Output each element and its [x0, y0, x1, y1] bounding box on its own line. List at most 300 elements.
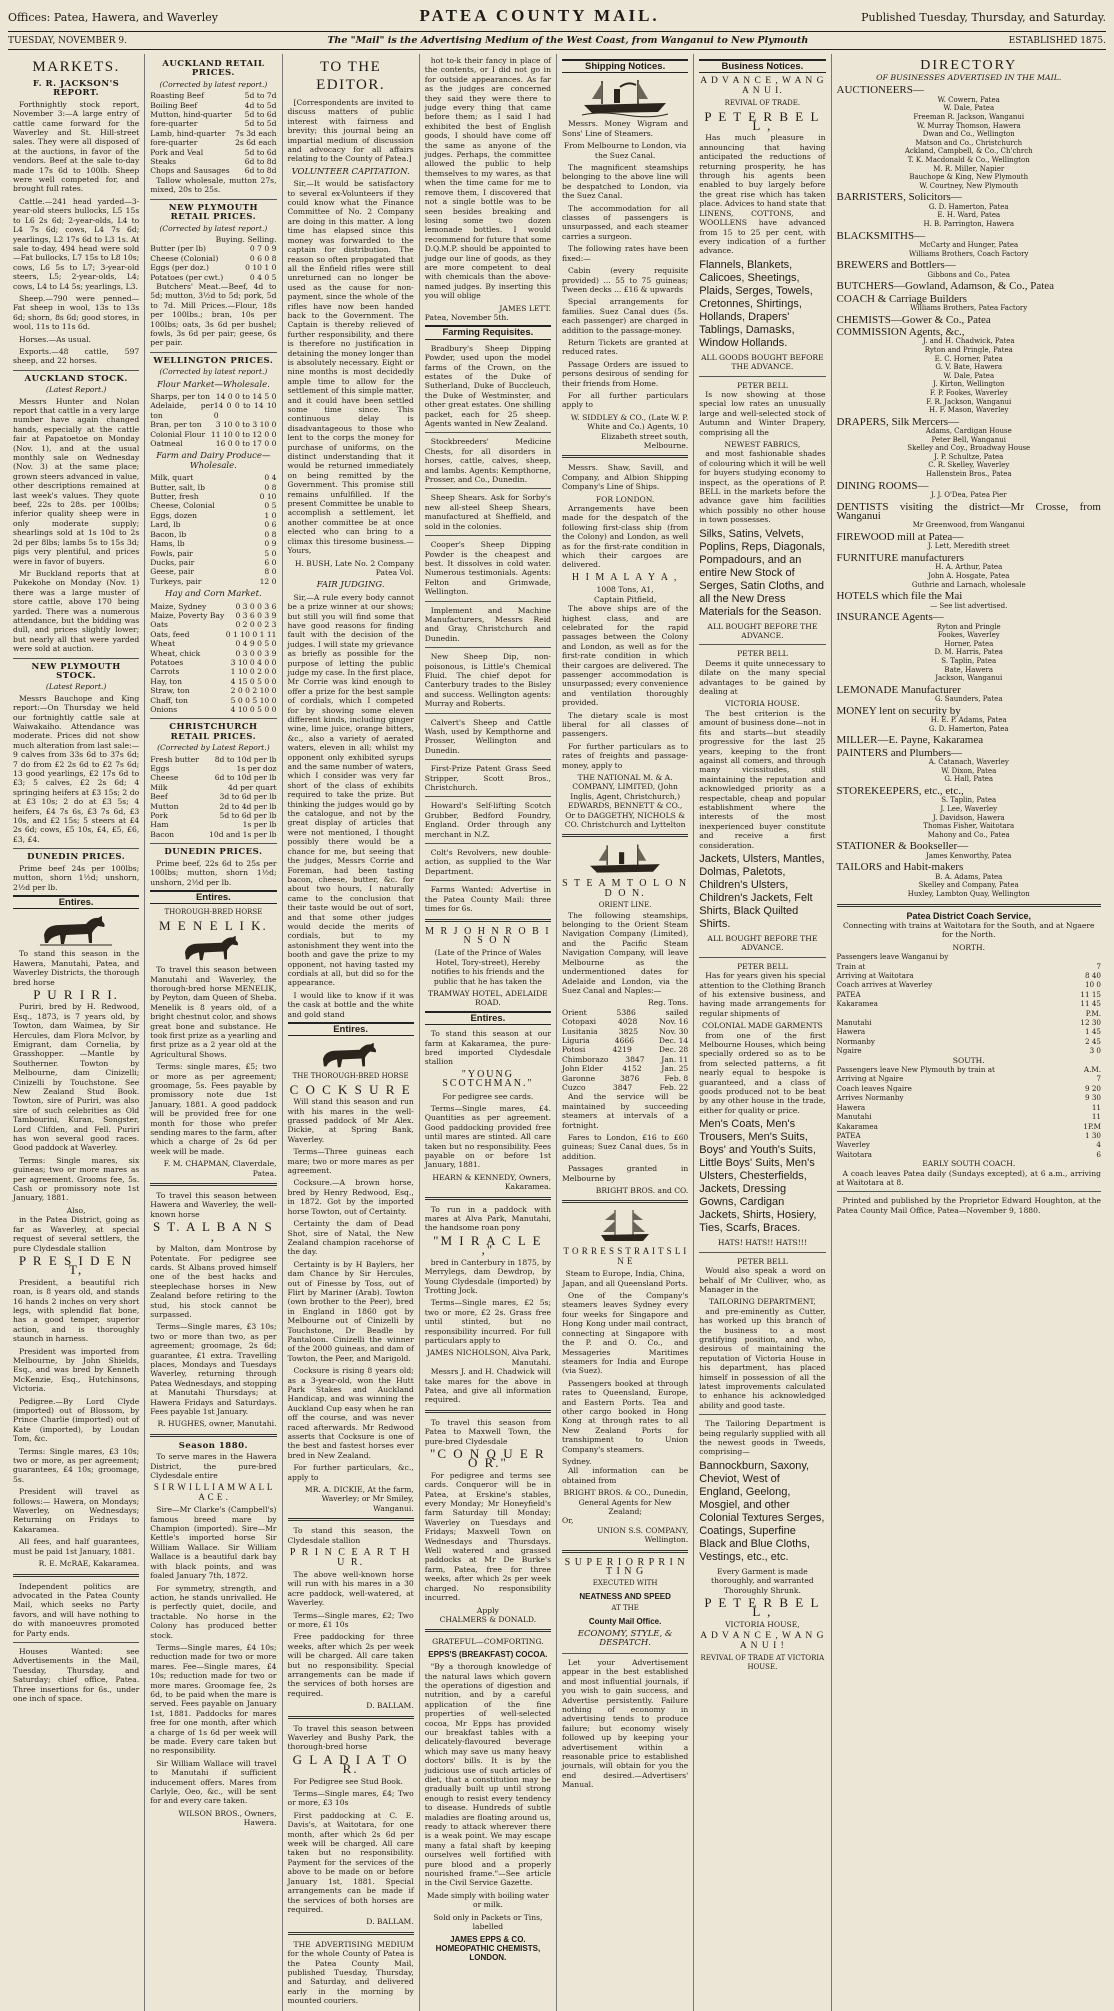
epps-pre: GRATEFUL—COMFORTING. [432, 1637, 544, 1647]
price-cell: 14 0 0 to 14 10 0 [213, 401, 277, 420]
directory-entry-item: Williams Brothers, Patea Factory [910, 303, 1028, 312]
price-row [150, 630, 276, 639]
price-cell: 5386 [616, 1007, 636, 1017]
divider [699, 1414, 825, 1415]
directory-entry-item: E. C. Horner, Patea [934, 354, 1003, 363]
jackson-p5: Exports.—48 cattle, 597 sheep, and 22 horses. [13, 346, 140, 366]
farming-ad-7: Calvert's Sheep and Cattle Wash, used by Kempthorne and Prosser, Wellington and Dunedin. [424, 717, 551, 755]
price-cell: Hay, ton [150, 676, 183, 686]
robinson-hotel: TRAMWAY HOTEL, ADELAIDE ROAD. [428, 988, 548, 1008]
divider [699, 1252, 825, 1253]
robinson-name: M R J O H N R O B I N S O N [425, 925, 551, 946]
price-cell: Waitotara [836, 1149, 872, 1159]
torres-agent2: UNION S.S. COMPANY, Wellington. [597, 1525, 689, 1545]
price-cell: 5d to 7d [244, 91, 277, 101]
peter-p7: from one of the first Melbourne Houses, which being specially ordered so as to be from selected patterns, a fit nearly equal to bespoke is guaranteed, and a class of goods produced not to be beat by any other house in the trade, either for quality or price. [699, 1030, 826, 1115]
divider [425, 713, 551, 714]
price-cell: Carrots [150, 667, 180, 677]
torres-p2: One of the Company's steamers leaves Sydney every four weeks for Singapore and Hong Kong under mail contract, connecting at Singapore with the P. and O. Co., and Messageries Maritimes steamers for India and Europe (via Suez). [562, 1291, 689, 1376]
column-2 [145, 54, 282, 2011]
price-cell: Manutahi [836, 1112, 872, 1122]
entires-heading: Entires. [150, 890, 276, 904]
price-cell: Hams, lb [150, 539, 185, 549]
directory-entry-heading: BLACKSMITHS— [836, 229, 926, 242]
price-row [150, 755, 276, 764]
directory-entry-item: — See list advertised. [930, 601, 1008, 610]
np-columns-label: Buying. Selling. [215, 234, 277, 244]
torres-p4: Sydney. [562, 1456, 592, 1466]
letter-signature: JAMES LETT. [499, 303, 551, 313]
editor-note: [Correspondents are invited to discuss matters of public interest with fairness and brevity; this journal being an impartial medium of discussion and advocacy for all affairs relating to the County of Patea.] [287, 98, 414, 164]
price-cell: 0 1 10 0 1 11 [225, 629, 277, 639]
letter-date: Patea, November 5th. [424, 312, 509, 322]
farming-ad-11: Farms Wanted: Advertise in the Patea County Mail: three times for 6s. [424, 885, 551, 914]
directory-entry-heading: PAINTERS and Plumbers— [836, 746, 962, 759]
cocksure-owner: MR. A. DICKIE, At the farm, Waverley; or Mr Smiley, Wanganui. [304, 1485, 414, 1513]
advertising-notice: THE ADVERTISING MEDIUM for the whole County of Patea is the Patea County Mail, published Tuesday, Thursday, and Saturday, and delivered early in the morning by mounted couriers. [287, 1939, 414, 2006]
entires-heading: Entires. [425, 1011, 551, 1025]
directory-entry-item: S. Taplin, Patea [941, 796, 997, 805]
price-cell: Eggs [150, 764, 170, 774]
price-cell: 11 [1091, 1112, 1101, 1122]
price-cell: Passengers leave Wanganui by [836, 952, 949, 962]
price-cell: Bacon [150, 829, 175, 839]
price-cell: Bran, per ton [150, 420, 202, 430]
price-row [150, 430, 276, 439]
scotchman-p1: To stand this season at our farm at Kakaramea, the pure-bred imported Clydesdale stallion [424, 1029, 551, 1067]
jackson-p4: Horses.—As usual. [19, 334, 91, 344]
tailoring-department: TAILORING DEPARTMENT, [709, 1297, 816, 1307]
president-p1: President, a beautiful rich roan, is 8 years old, and stands 16 hands 2 inches on very short legs, with splendid flat bone, has a good temper, superior action, and is thoroughly staunch in harness. [13, 1277, 140, 1344]
arthur-name: P R I N C E A R T H U R. [289, 1547, 412, 1568]
menelik-terms: Terms: single mares, £5; two or more as per agreement; groomage, 5s. Fees payable by promissory note due 1st January, 1881. A good paddock will be provided free for one month for those who prefer sending mares to the farm, after which a charge of 2s 6d per week will be made. [150, 1062, 277, 1156]
price-cell: 4d to 5d [244, 100, 277, 110]
price-row [150, 696, 276, 705]
directory-entry-item: Peter Bell, Wanganui [931, 435, 1006, 444]
orient-p2: And the service will be maintained by succeeding steamers at intervals of a fortnight. [562, 1092, 689, 1130]
price-row [150, 473, 276, 482]
issue-date: TUESDAY, NOVEMBER 9. [8, 35, 127, 46]
price-row [837, 1074, 1102, 1083]
cocksure-terms: Terms—Three guineas each mare; two or more mares as per agreement. [287, 1147, 414, 1176]
dunedin2-heading: DUNEDIN PRICES. [164, 847, 263, 858]
peter-p3: and most fashionable shades of colouring which it will be well for buyers studying economy to inspect, as the operations of P. BELL in the markets before the advance gave him facilities which possibly no other house in town possesses. [699, 449, 826, 525]
imprint: Printed and published by the Proprietor Edward Houghton, at the Patea County Mail Office, Patea—November 9, 1880. [836, 1196, 1101, 1215]
price-cell: Lamb, hind-quarter [150, 128, 226, 138]
directory-entry-item: W. Courtney, New Plymouth [919, 181, 1019, 190]
president-owner: R. E. McRAE, Kakaramea. [38, 1559, 140, 1569]
wigram-p1: From Melbourne to London, via the Suez Canal. [563, 141, 687, 160]
price-cell: Straw, ton [150, 686, 190, 696]
albans-p2: by Malton, dam Montrose by Potentate. For pedigree see cards. St Albans proved himself one of the best hacks and steeplechase horses in New Zealand before retiring to the stud, his stock cannot be surpassed. [150, 1244, 277, 1319]
shaw-agent2: EDWARDS, BENNETT & CO., Or to DAGGETHY, NICHOLS & CO. Christchurch and Lyttelton [564, 801, 686, 830]
price-row [562, 1008, 688, 1017]
directory-entry-item: H. F. Mason, Waverley [929, 406, 1009, 415]
price-cell: Pork [150, 811, 168, 821]
directory-entry-heading: BREWERS and Bottlers— [836, 259, 956, 272]
puriri-terms: Terms: Single mares, six guineas; two or more mares as per agreement. Grooms fee, 5s. Cash or promissory note 1st January, 1881. [13, 1155, 140, 1203]
coach-service-p: Connecting with trains at Waitotara for the South, and at Ngaere for the North. [842, 920, 1095, 940]
fabrics-list-2: Silks, Satins, Velvets, Poplins, Reps, Diagonals, Pompadours, and an entire New Stock of Serges, Satin Cloths, and all the New Dress Materials for the Season. [699, 527, 826, 618]
divider [699, 376, 825, 377]
price-cell: 3d to 6d per lb [219, 792, 277, 802]
directory-entry-heading: FIREWOOD mill at Patea— [836, 531, 964, 544]
price-cell: 6d to 10d per lb [214, 773, 277, 783]
price-cell: 0 4 0 5 [249, 272, 277, 282]
price-row [150, 520, 276, 529]
column-1 [8, 54, 145, 2011]
orient-p4: Passages granted in Melbourne by [562, 1164, 689, 1183]
price-cell: Boiling Beef [150, 100, 198, 110]
peter-p6: Has for years given his special attention to the Clothing Branch of his extensive business, and having made arrangements for regular shipments of [699, 971, 826, 1018]
price-row [562, 1064, 688, 1073]
divider [150, 718, 276, 719]
directory-entry-heading: DRAPERS, Silk Mercers— [836, 415, 960, 428]
price-cell: Wheat [150, 639, 176, 649]
miracle-p2: bred in Canterbury in 1875, by Merrylegs, dam Dewdrop, by Young Clydesdale (imported) by Trotting Jock. [424, 1257, 551, 1295]
newspaper-title: PATEA COUNTY MAIL. [419, 6, 660, 25]
price-row [150, 401, 276, 420]
conqueror-p1: To travel this season from Patea to Maxwell Town, the pure-bred Clydesdale [424, 1417, 551, 1446]
directory-entry-item: Matson and Co., Christchurch [915, 138, 1023, 147]
printing-p3: AT THE [611, 1604, 639, 1613]
auckland-subheading: (Latest Report.) [45, 385, 107, 395]
divider [837, 1191, 1102, 1192]
directory-entry-item: Bate, Hawera [944, 665, 994, 674]
early-coach-label: EARLY SOUTH COACH. [922, 1159, 1016, 1169]
wigram-p2: The magnificent steamships belonging to the above line will be despatched to London, via the Suez Canal. [562, 163, 689, 201]
price-cell: Maize, Poverty Bay [150, 610, 225, 620]
printing-p5: ECONOMY, STYLE, & DESPATCH. [577, 1629, 673, 1649]
divider [699, 644, 825, 645]
directory-entry-heading: INSURANCE Agents— [836, 611, 944, 624]
torres-p5: All information can be obtained from [562, 1466, 689, 1485]
price-row [150, 492, 276, 501]
auckland-p1: Messrs Hunter and Nolan report that cattle in a very large number have again changed hands, especially at the cattle fair at Papatoetoe on Monday (Nov. 1), and at the usual monthly sale on Wednesday (Nov. 3) at the same place; grown steers advanced in value, other descriptions remained at last week's values. They quote beef, 22s to 28s. per 100lbs; inferior quality sheep were in only moderate supply; shearlings sold at 1s 10d to 2s 2d per 8lbs; lambs 5s to 15s 3d; pigs very plentiful, and prices were in favor of buyers. [13, 396, 140, 566]
editor-heading: TO THE EDITOR. [316, 59, 386, 93]
directory-entry-item: T. K. Macdonald & Co., Wellington [907, 155, 1030, 164]
coach-service-heading: Patea District Coach Service, [906, 910, 1032, 921]
price-row [150, 602, 276, 611]
scotchman-p2: For pedigree see cards. [442, 1091, 534, 1101]
price-cell: Butter, fresh [150, 492, 199, 502]
directory-entry-item: J. and H. Chadwick, Patea [922, 337, 1015, 346]
farming-ad-6: New Sheep Dip, non-poisonous, is Little's Chemical Fluid. The chief depot for Canterbury trades to the Bisley and success. Wellington agents: Murray and Roberts. [424, 652, 551, 709]
price-cell: 5 0 0 5 10 0 [230, 695, 277, 705]
peter-bell-heading: P E T E R B E L L , [704, 108, 821, 134]
torres-or: Or, [562, 1516, 574, 1526]
president-name: P R E S I D E N T, [18, 1252, 134, 1278]
directory-entry-item: John A. Hosgate, Patea [928, 572, 1010, 581]
shaw-p2: The above ships are of the highest class, and are celebrated for the rapid passages between the Colony and London, as well as for the first-rate condition in which their cargoes are delivered. The passenger accommodation is unsurpassed; every convenience and ventilation thoroughly provided. [562, 604, 689, 708]
colonial-garments: COLONIAL MADE GARMENTS [702, 1021, 823, 1031]
president-terms: Terms: Single mares, £3 10s; two or more, as per agreement; guarantees, £4 10s; groomage, 5s. [13, 1446, 140, 1484]
farming-ad-1: Bradbury's Sheep Dipping Powder, used upon the model farms of the Crown, on the estates of the Duke of Sutherland, Duke of Buccleuch, the Duke of Westminster, and other great estates. One shilling packet, each for 25 sheep. Agents wanted in New Zealand. [424, 343, 551, 429]
peter-p9: and pre-eminently as Cutter, has worked up this branch of the business to a most gratifying position, and who, desirous of maintaining the reputation of Victoria House in his department, has placed himself in possession of all the latest improvements calculated to enhance his acknowledged ability and good taste. [699, 1306, 826, 1410]
price-row [837, 1140, 1102, 1149]
peter-bell-4: PETER BELL [737, 961, 788, 971]
horse-woodcut-icon [288, 1040, 414, 1070]
price-cell: Maize, Sydney [150, 601, 207, 611]
epps-p1: "By a thorough knowledge of the natural laws which govern the operations of digestion and nutrition, and by a careful application of the fine properties of well-selected cocoa, Mr Epps has provided our breakfast tables with a delicately-flavoured beverage which may save us many heavy doctors' bills. It is by the judicious use of such articles of diet, that a constitution may be gradually built up until strong enough to resist every tendency to disease. Hundreds of subtle maladies are floating around us, ready to attack wherever there is a weak point. We may escape many a fatal shaft by keeping ourselves well fortified with pure blood and a properly nourished frame."—See article in the Civil Service Gazette. [424, 1662, 551, 1888]
price-cell: 0 3 6 0 3 9 [235, 610, 277, 620]
gladiator-name: G L A D I A T O R. [292, 1751, 409, 1777]
revival-2: REVIVAL OF TRADE AT VICTORIA HOUSE. [700, 1654, 825, 1672]
miracle-p3: Messrs J. and H. Chadwick will take mares for the above in Patea, and give all information required. [424, 1367, 551, 1405]
price-cell: 3 10 0 to 3 10 0 [215, 420, 277, 430]
price-cell: 0 5 [264, 501, 277, 511]
established: ESTABLISHED 1875. [1008, 35, 1106, 46]
gladiator-p1: To travel this season between Waverley and Bushy Park, the thorough-bred horse [287, 1723, 414, 1752]
price-row [837, 999, 1102, 1008]
price-cell: Fowls, pair [150, 548, 193, 558]
orient-sub: ORIENT LINE. [598, 901, 652, 910]
gladiator-owner: D. BALLAM. [366, 1917, 414, 1927]
price-cell: 12 30 [1080, 1018, 1101, 1028]
orient-p3: Fares to London, £16 to £60 guineas; Suez Canal dues, 5s in addition. [562, 1133, 689, 1161]
bought-before-1: ALL GOODS BOUGHT BEFORE THE ADVANCE. [701, 352, 824, 372]
directory-entry-item: A. Catanach, Waverley [928, 758, 1009, 767]
hats-label: HATS! HATS!! HATS!!! [717, 1238, 807, 1248]
column-5 [557, 54, 694, 2011]
price-row [562, 1017, 688, 1026]
hay-price-list [150, 602, 276, 715]
price-row [150, 811, 276, 820]
menelik-name: M E N E L I K. [158, 917, 268, 933]
price-cell: Dec. 28 [658, 1045, 689, 1055]
price-cell: 0 10 1 0 [245, 263, 277, 273]
price-cell: Coach arrives at Waverley [836, 980, 933, 990]
price-cell: 3 0 [1089, 1046, 1101, 1056]
price-cell: 16 0 0 to 17 0 0 [215, 439, 277, 449]
np-stock-heading: NEW PLYMOUTH STOCK. [31, 661, 121, 681]
directory-entry-item: J. Lee, Waverley [940, 805, 998, 813]
directory-entry-item: W. Dale, Patea [943, 371, 995, 380]
divider [150, 199, 276, 200]
motto: The "Mail" is the Advertising Medium of the West Coast, from Wanganui to New Plymouth [327, 35, 809, 46]
price-row [837, 1131, 1102, 1140]
price-row [837, 971, 1102, 980]
price-cell: 5d to 6d per lb [219, 811, 277, 821]
torres-p1: Steam to Europe, India, China, Japan, and all Queensland Ports. [562, 1269, 688, 1288]
price-row [837, 1150, 1102, 1159]
directory-entry-item: Gibbons and Co., Patea [927, 270, 1011, 279]
cocksure-name: C O C K S U R E [289, 1081, 412, 1097]
divider [425, 843, 551, 844]
price-cell: 1s per doz [236, 764, 277, 774]
price-row [150, 119, 276, 128]
price-cell: 9 20 [1084, 1083, 1101, 1093]
farming-ad-8: First-Prize Patent Grass Seed Stripper, Scott Bros., Christchurch. [424, 764, 551, 793]
directory-entry-item: Skelley and Coy., Broadway House [907, 444, 1031, 453]
markets-heading: MARKETS. [32, 59, 120, 75]
price-cell: Chops and Sausages [150, 166, 230, 176]
price-cell: 0 9 [264, 539, 277, 549]
price-cell: 0 8 [264, 529, 277, 539]
cocksure-pre: THE THOROUGH-BRED HORSE [292, 1072, 409, 1081]
north-label: NORTH. [952, 942, 986, 952]
epps-owner: JAMES EPPS & CO. HOMEOPATHIC CHEMISTS, LONDON. [435, 1934, 541, 1963]
divider [425, 759, 551, 760]
price-cell: 4d per quart [228, 782, 277, 792]
price-row [837, 1065, 1102, 1074]
directory-entry-item: Adams, Cardigan House [925, 427, 1012, 436]
victoria-house-2: VICTORIA HOUSE, [725, 1619, 800, 1629]
price-cell: 6d to 8d [244, 166, 277, 176]
price-cell: 3 10 0 4 0 0 [230, 657, 277, 667]
scotchman-name: "YOUNG SCOTCHMAN." [442, 1068, 534, 1090]
directory-entry-item: J. Kirton, Wellington [932, 380, 1005, 389]
price-cell: 2 45 [1084, 1036, 1101, 1046]
directory-entry-item: C. R. Skelley, Waverley [928, 461, 1010, 470]
price-cell: Lard, lb [150, 520, 181, 530]
garments-list-2: Men's Coats, Men's Trousers, Men's Suits, Boys' and Youth's Suits, Little Boys' Suits, Men's Ulsters, Chesterfields, Jackets, Dressing Gowns, Cardigan Jackets, Shirts, Hosiery, Ties, Scarfs, Braces. [699, 1118, 817, 1235]
price-cell: Cheese [150, 773, 179, 783]
directory-entry-heading: STOREKEEPERS, etc., etc., [836, 785, 964, 797]
peter-bell-5: PETER BELL [737, 1256, 788, 1266]
divider [13, 1642, 139, 1643]
farming-ad-3: Sheep Shears. Ask for Sorby's new all-steel Sheep Shears, manufactured at Sheffield, and sold in the colonies. [424, 493, 551, 531]
price-cell: 0 6 [264, 520, 277, 530]
directory-entry-item: W. Murray Thomson, Hawera [916, 121, 1021, 130]
price-cell: Manutahi [836, 1018, 872, 1028]
jackson-p2: Cattle.—241 head yarded—3-year-old steers bullocks, L5 15s to L6 2s 6d; 2-year-olds, L4 to L4 7s 6d; cows, L4 7s 6d; yearlings, L2 17s 6d to L3 1s. At sale to-day, 494 head were sold—Fat bullocks, L7 15s to L8 10s; cows, L6 5s to L7; 3-year-old steers, L5; 2-year-olds, L4; cows, L4 to L4 5s; yearlings, L3. [13, 196, 140, 291]
price-row [150, 667, 276, 676]
advance-heading: A D V A N C E , W A N G A N U I. [700, 76, 825, 96]
price-row [837, 1093, 1102, 1102]
directory-entry-item: Dwan and Co., Wellington [922, 130, 1015, 139]
divider [425, 1197, 551, 1200]
price-cell: Orient [562, 1007, 587, 1017]
directory-entry-item: J. J. O'Dea, Patea Pier [930, 491, 1007, 500]
divider [562, 834, 688, 837]
wallace-name: S I R W I L L I A M W A L L A C E . [153, 1482, 273, 1502]
fabrics-list-1: Flannels, Blankets, Calicoes, Sheetings, Plaids, Serges, Towels, Cretonnes, Shirtings, Hollands, Drapers' Tablings, Damasks, Window Hollands. [699, 258, 813, 349]
price-row [837, 952, 1102, 961]
price-cell: 7 [1096, 961, 1101, 971]
wigram-p8: For all further particulars apply to [562, 390, 689, 410]
price-cell: 1 10 0 2 0 0 [230, 667, 277, 677]
arthur-p1: To stand this season, the Clydesdale stallion [287, 1526, 414, 1545]
np-stock-p1: Messrs Bauchope and King report:—On Thursday we held our fortnightly cattle sale at Waiwakaiho. Attendance was moderate. Prices did not show much alteration from last sale:—9 calves from 33s 6d to 37s 6d; 7 do from £2 2s 6d to £2 7s 6d; 13 good yearlings, £2 17s 6d to £3; 5 calves, £2 2s 6d; 4 springing heifers at £3 15s; 2 do at £3 10s; 2 do at £3 5s; 4 heifers, £4 7s 6s, £3 7s 6d, £3 10s, and £2 15s; 5 steers at £4 2s 6d; cows, £5 10s, £4, £5, £6, £3, £4. [13, 693, 140, 844]
divider [425, 647, 551, 648]
price-cell: 12 0 [259, 576, 277, 586]
directory-entry-item: D. M. Harris, Patea [934, 648, 1003, 657]
peter-p4: Deems it quite unnecessary to dilate on the many special advantages to be gained by dealing at [699, 658, 826, 697]
price-cell: Coach leaves Ngaire [836, 1083, 912, 1093]
price-row [150, 439, 276, 448]
directory-entry-item: J. Davidson, Hawera [932, 813, 1005, 822]
price-row [837, 1084, 1102, 1093]
price-cell: Pork and Veal [150, 147, 204, 157]
letter-continued: hot to-k their fancy in place of the contents, or I did not go in for outside appearances. As far as the judges are concerned they said they were there to judge every thing that came before them; as I said I had exhibited the best of English goods, I should have come off the same as anyone of the judges. Perhaps, the committee allowed the public to help themselves to my wares, as that when the time came for me to remove them, I discovered that not a single bottle was to be seen besides breaking and losing some two dozen lemonade bottles. I would recommend for future that some D.Q.M.P. should be appointed to judge our line of goods, as they are more competent to deal with chemicals than the above-named judges. By inserting this you will oblige [424, 56, 551, 301]
price-cell: Passengers leave New Plymouth by train at [836, 1065, 995, 1075]
robinson-p: (Late of the Prince of Wales Hotel, Tory-street), Hereby notifies to his friends and the public that he has taken the [431, 948, 545, 986]
price-cell: Wheat, chick [150, 648, 201, 658]
price-cell: 11 15 [1080, 989, 1101, 999]
gladiator-p2: For Pedigree see Stud Book. [293, 1776, 403, 1786]
price-row [837, 1018, 1102, 1027]
divider [425, 535, 551, 536]
price-cell: Oatmeal [150, 439, 183, 449]
north-timetable [837, 952, 1102, 1055]
jackson-p3: Sheep.—790 were penned—Fat sheep in wool, 13s to 13s 6d; shorn, 8s 6d; good stores, in wool, 11s to 11s 6d. [13, 293, 140, 332]
directory-entry-item: Bauchope & King, New Plymouth [909, 173, 1029, 182]
shipping-heading: Shipping Notices. [562, 59, 688, 73]
price-cell: Jan. 11 [661, 1054, 689, 1064]
divider [150, 1183, 276, 1186]
gladiator-p3: First paddocking at C. E. Davis's, at Waitotara, for one month, after which 2s 6d per week will be charged. All care taken but no responsibility. Payment for the services of the above to be made on or before January 1st, 1881. Special arrangements can be made if the services of both horses are required. [287, 1810, 414, 1914]
directory-entry-item: J. P. Schultze, Patea [934, 452, 1004, 461]
divider [288, 1716, 414, 1719]
price-cell: Geese, pair [150, 567, 194, 577]
south-timetable [837, 1065, 1102, 1159]
price-row [150, 686, 276, 695]
directory-entry-item: H. B. Parrington, Hawera [923, 219, 1015, 228]
puriri-p1: To stand this season in the Hawera, Manutahi, Patea, and Waverley Districts, the thorough bred horse [13, 949, 140, 987]
peter-bell-2: PETER BELL [737, 380, 788, 390]
price-cell: 5 0 [264, 548, 277, 558]
directory-entry-item: H. A. Arthur, Patea [935, 563, 1003, 572]
price-cell: Normanby [836, 1036, 875, 1046]
price-row [150, 244, 276, 253]
np-retail-heading: NEW PLYMOUTH RETAIL PRICES. [168, 202, 258, 223]
peter-p1: Has much pleasure in announcing that having anticipated the reductions of returning prosperity, he has through his agents been enabled to buy largely before the great rise which has taken place. Advices to hand state that LINENS, COTTONS, and WOOLLENS have advanced from 15 to 25 per cent, with every indication of a further advance. [699, 133, 826, 256]
price-cell: 0 6 0 8 [249, 253, 277, 263]
directory-entry-item: Williams Brothers, Coach Factory [909, 249, 1029, 258]
divider [562, 455, 688, 458]
price-cell: 0 2 0 0 2 3 [235, 620, 277, 630]
price-cell: 0 4 9 0 5 0 [235, 639, 277, 649]
price-cell: 11 [1091, 1102, 1101, 1112]
directory-entry-item: B. A. Adams, Patea [935, 872, 1003, 881]
price-cell: 3847 [625, 1054, 645, 1064]
early-coach-p: A coach leaves Patea daily (Sundays excepted), at 6 a.m., arriving at Waitotara at 8. [836, 1168, 1101, 1187]
price-cell: 9 30 [1084, 1093, 1101, 1103]
albans-p1: To travel this season between Hawera and Waverley, the well-known horse [150, 1191, 277, 1219]
conqueror-p2: For pedigree and terms see cards. Conqueror will be in Patea, at Erskine's stables, every Monday; Mr Honeyfield's farm Saturday till Monday; Waverley on Tuesdays and Fridays; Maxwell Town on Wednesdays and Thursdays. Well watered and grassed paddocks at Mr De Burke's farm, Patea, free for three weeks, after which 2s per week charged. No responsibility incurred. [424, 1470, 551, 1603]
directory-entry-heading: LEMONADE Manufacturer [836, 683, 961, 696]
flour-market-label: Flour Market—Wholesale. [156, 379, 270, 390]
divider [425, 796, 551, 797]
price-cell: 2 0 0 2 10 0 [230, 686, 277, 696]
wigram-p3: The accommodation for all classes of passengers is unsurpassed, and each steamer carries a surgeon. [562, 203, 689, 241]
price-cell: Dec. 14 [658, 1035, 689, 1045]
price-row [562, 1036, 688, 1045]
conqueror-owner: CHALMERS & DONALD. [439, 1614, 537, 1624]
price-cell: 0 4 [264, 473, 277, 483]
jackson-heading: F. R. JACKSON'S REPORT. [32, 79, 120, 99]
orient-sailing-list [562, 1008, 688, 1093]
price-cell: 1 0 [264, 510, 277, 520]
price-cell: fore-quarter [150, 119, 198, 129]
price-cell: 1s per lb [242, 820, 277, 830]
price-cell: Kakaramea [836, 1121, 878, 1131]
tweeds-list: Bannockburn, Saxony, Cheviot, West of England, Geelong, Mosgiel, and other Colonial Textures Serges, Coatings, Superfine Black and Blue Cloths, Vestings, etc., etc. [699, 1459, 825, 1563]
divider [13, 658, 139, 659]
directory-entry-item: Ryton and Pringle [936, 622, 1001, 631]
price-row [150, 658, 276, 667]
conqueror-apply: Apply [476, 1605, 499, 1615]
price-cell: Arrives Normanby [836, 1093, 904, 1103]
price-cell: Colonial Flour [150, 429, 206, 439]
albans-owner: R. HUGHES, owner, Manutahi. [157, 1419, 277, 1429]
price-row [562, 1055, 688, 1064]
horse-woodcut-icon [150, 933, 276, 963]
shaw-heading: Messrs. Shaw, Savill, and Company, and Albion Shipping Company's Line of Ships. [562, 463, 689, 492]
directory-entry-item: G. D. Hamerton, Patea [928, 202, 1009, 211]
published-line: Published Tuesday, Thursday, and Saturday. [861, 11, 1106, 24]
